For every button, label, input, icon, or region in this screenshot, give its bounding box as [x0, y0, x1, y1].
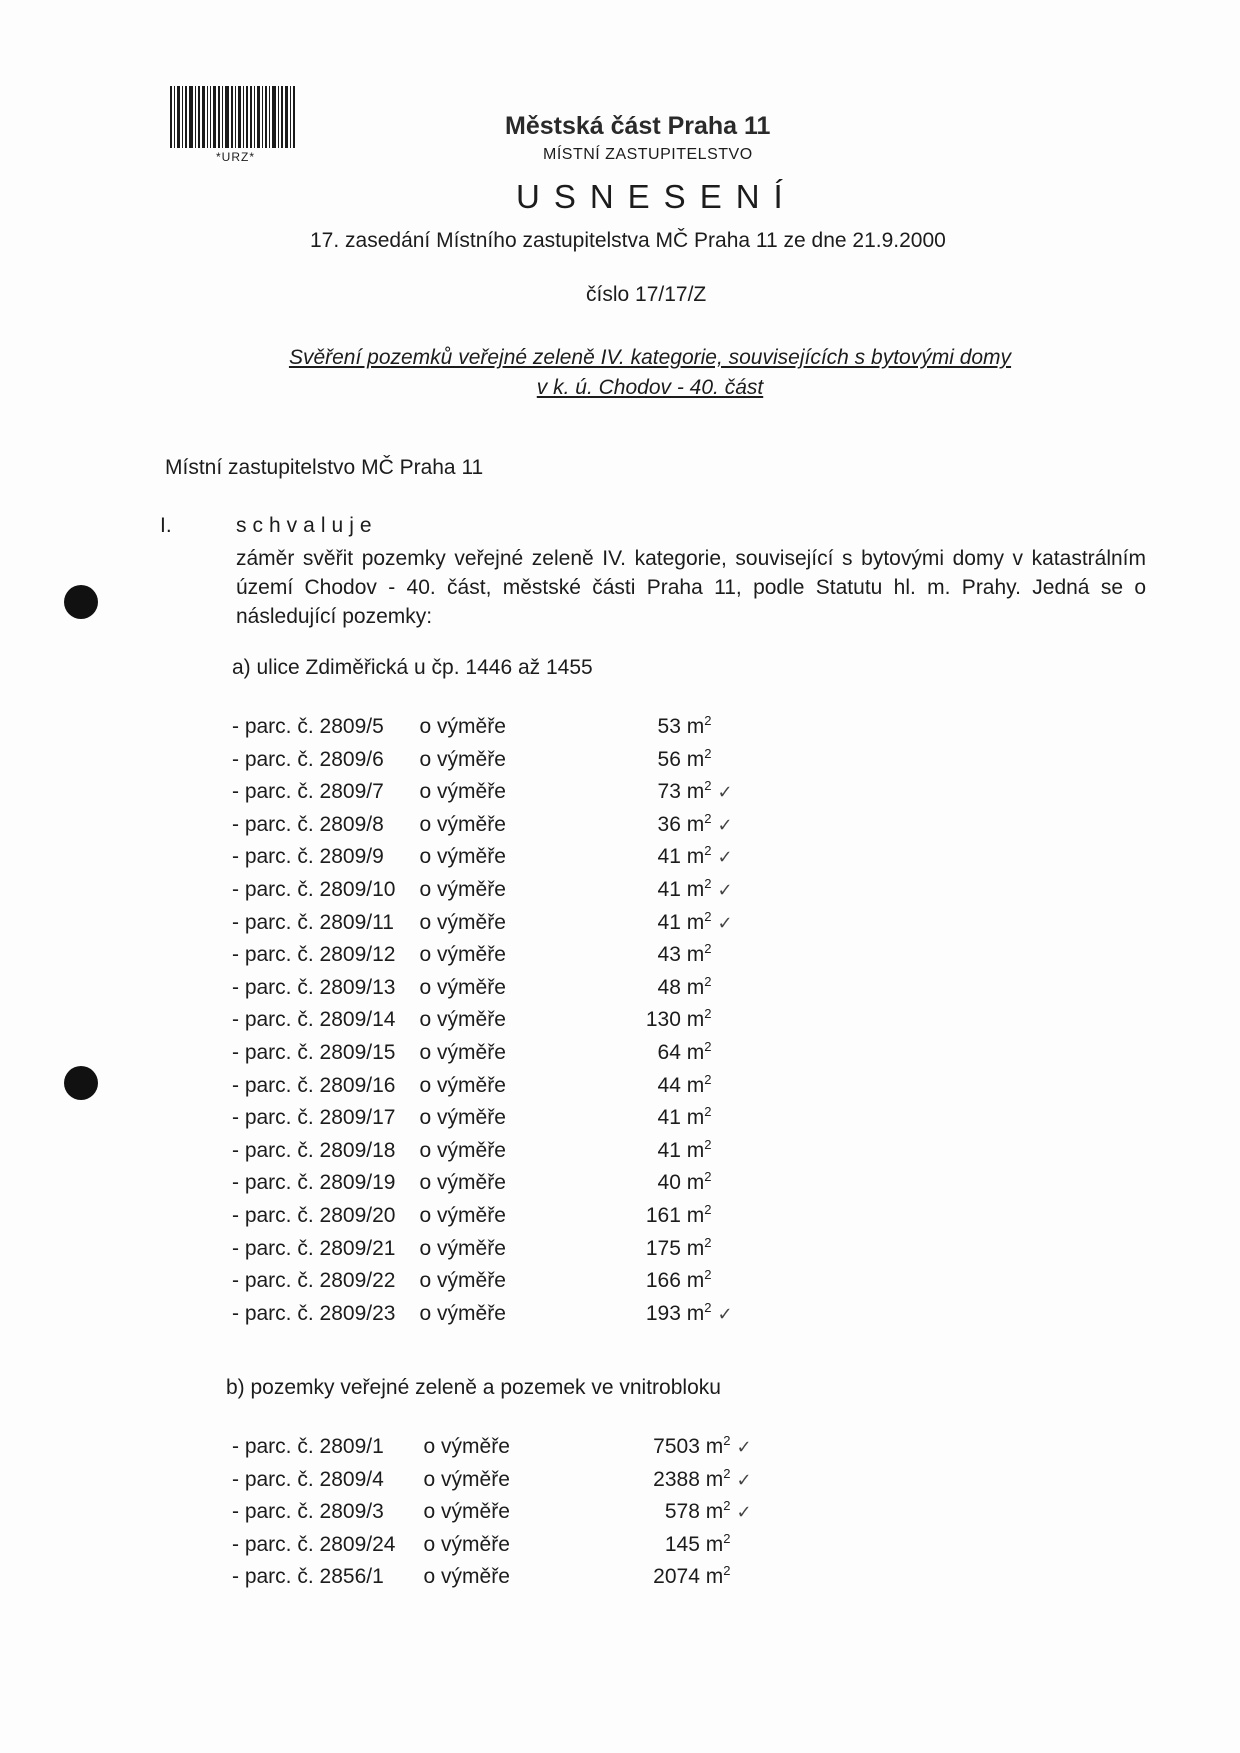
parcel-number: 2809/23 — [319, 1301, 396, 1325]
parcel-prefix: - parc. č. — [232, 1301, 314, 1325]
area-unit: m — [686, 780, 705, 804]
area-unit: m — [686, 715, 705, 738]
parcel-area: 7503 — [653, 1435, 700, 1458]
area-label: o výměře — [419, 1073, 506, 1097]
area-label: o výměře — [423, 1467, 510, 1491]
parcel-item — [232, 1096, 733, 1129]
barcode-bar — [278, 86, 279, 148]
parcel-area: 578 — [664, 1500, 700, 1524]
area-unit-exponent: 2 — [704, 1201, 712, 1217]
parcel-number: 2809/9 — [319, 845, 384, 869]
parcel-number: 2809/3 — [319, 1500, 384, 1524]
area-unit: m — [705, 1532, 724, 1556]
parcel-prefix: - parc. č. — [232, 943, 314, 967]
area-unit-exponent: 2 — [704, 908, 712, 924]
area-unit-exponent: 2 — [704, 1169, 712, 1185]
area-unit: m — [686, 1269, 705, 1293]
parcel-prefix: - parc. č. — [232, 975, 314, 999]
check-mark: ✓ — [717, 814, 733, 835]
check-mark: ✓ — [736, 1502, 752, 1523]
parcel-prefix: - parc. č. — [232, 812, 314, 836]
parcel-item — [232, 901, 733, 934]
barcode-bar — [257, 86, 260, 148]
parcel-prefix: - parc. č. — [232, 845, 314, 869]
area-label: o výměře — [419, 943, 506, 967]
area-label: o výměře — [419, 812, 506, 836]
barcode-bar — [189, 86, 193, 148]
area-unit: m — [686, 812, 705, 836]
office-title: Městská část Praha 11 — [505, 112, 771, 140]
parcel-area: 41 — [657, 877, 681, 901]
parcel-number: 2809/11 — [319, 910, 394, 934]
area-unit: m — [686, 747, 705, 771]
parcel-area: 48 — [657, 975, 681, 999]
parcel-area: 175 — [645, 1236, 681, 1260]
punch-hole-bottom — [64, 1066, 98, 1100]
parcel-item — [232, 835, 733, 868]
parcel-item — [232, 1458, 752, 1491]
area-label: o výměře — [419, 715, 506, 738]
area-unit: m — [686, 1073, 705, 1097]
parcel-number: 2809/13 — [319, 975, 396, 999]
area-unit: m — [686, 1138, 705, 1162]
barcode — [170, 86, 300, 164]
parcel-number: 2809/20 — [319, 1203, 396, 1227]
barcode-bar — [225, 86, 229, 148]
area-label: o výměře — [419, 780, 506, 804]
parcel-number: 2856/1 — [319, 1565, 384, 1589]
parcel-prefix: - parc. č. — [232, 1106, 314, 1130]
parcel-item — [232, 1031, 733, 1064]
area-label: o výměře — [423, 1500, 510, 1524]
parcel-prefix: - parc. č. — [232, 1073, 314, 1097]
area-label: o výměře — [423, 1532, 510, 1556]
area-label: o výměře — [419, 910, 506, 934]
parcel-area: 56 — [657, 747, 681, 771]
barcode-bar — [235, 86, 236, 148]
area-label: o výměře — [423, 1565, 510, 1589]
parcel-prefix: - parc. č. — [232, 1269, 314, 1293]
area-unit: m — [686, 1203, 705, 1227]
parcel-area: 73 — [657, 780, 681, 804]
area-unit-exponent: 2 — [704, 713, 712, 728]
barcode-bar — [195, 86, 196, 148]
barcode-bar — [290, 86, 291, 148]
parcel-area: 193 — [645, 1301, 681, 1325]
parcel-number: 2809/19 — [319, 1171, 396, 1195]
parcel-prefix: - parc. č. — [232, 1435, 314, 1458]
parcel-area: 36 — [657, 812, 681, 836]
parcel-item — [232, 998, 733, 1031]
parcel-number: 2809/24 — [319, 1532, 396, 1556]
parcel-item — [232, 1194, 733, 1227]
area-unit-exponent: 2 — [704, 1104, 712, 1120]
parcel-prefix: - parc. č. — [232, 1236, 314, 1260]
barcode-label: *URZ* — [216, 150, 256, 164]
parcel-item — [232, 1161, 733, 1194]
area-label: o výměře — [419, 1236, 506, 1260]
area-unit-exponent: 2 — [704, 745, 712, 761]
area-label: o výměře — [419, 1171, 506, 1195]
resolution-number: číslo 17/17/Z — [586, 283, 707, 306]
barcode-bar — [243, 86, 244, 148]
check-mark: ✓ — [717, 1303, 733, 1324]
parcel-list-b — [232, 1425, 752, 1588]
intro-paragraph: záměr svěřit pozemky veřejné zeleně IV. kategorie, související s bytovými domy v katastrálním území Chodov - 40. část, městské části Praha 11, podle Statutu hl. m. Prahy. Jedná se o následující pozemky: — [236, 547, 1146, 628]
parcel-area: 53 — [657, 715, 681, 738]
parcel-area: 40 — [657, 1171, 681, 1195]
area-unit: m — [686, 877, 705, 901]
barcode-bar — [210, 86, 211, 148]
document-type: USNESENÍ — [516, 178, 797, 215]
barcode-bars — [170, 86, 300, 148]
barcode-bar — [269, 86, 270, 148]
area-label: o výměře — [419, 975, 506, 999]
parcel-number: 2809/16 — [319, 1073, 396, 1097]
parcel-item — [232, 868, 733, 901]
check-mark: ✓ — [717, 847, 733, 868]
barcode-bar — [285, 86, 288, 148]
parcel-number: 2809/21 — [319, 1236, 396, 1260]
barcode-bar — [293, 86, 295, 148]
parcel-number: 2809/5 — [319, 715, 384, 738]
area-unit: m — [686, 1008, 705, 1032]
area-unit-exponent: 2 — [704, 1234, 712, 1250]
check-mark: ✓ — [717, 782, 733, 803]
barcode-bar — [238, 86, 241, 148]
barcode-bar — [272, 86, 276, 148]
parcel-item — [232, 738, 733, 771]
barcode-bar — [202, 86, 205, 148]
parcel-number: 2809/17 — [319, 1106, 396, 1130]
area-unit-exponent: 2 — [704, 1071, 712, 1087]
area-unit: m — [686, 1171, 705, 1195]
parcel-item — [232, 1227, 733, 1260]
parcel-item — [232, 1259, 733, 1292]
parcel-area: 41 — [657, 910, 681, 934]
area-label: o výměře — [419, 1138, 506, 1162]
parcel-prefix: - parc. č. — [232, 1532, 314, 1556]
session-line: 17. zasedání Místního zastupitelstva MČ Praha 11 ze dne 21.9.2000 — [310, 229, 946, 252]
parcel-number: 2809/14 — [319, 1008, 396, 1032]
area-unit: m — [686, 1040, 705, 1064]
barcode-bar — [246, 86, 248, 148]
parcel-item — [232, 966, 733, 999]
parcel-prefix: - parc. č. — [232, 910, 314, 934]
area-label: o výměře — [419, 1106, 506, 1130]
area-unit-exponent: 2 — [704, 973, 712, 989]
barcode-bar — [254, 86, 255, 148]
area-label: o výměře — [419, 1040, 506, 1064]
area-unit: m — [686, 1236, 705, 1260]
area-label: o výměře — [419, 1203, 506, 1227]
area-label: o výměře — [419, 1301, 506, 1325]
subject-line-1: Svěření pozemků veřejné zeleně IV. kategorie, souvisejících s bytovými domy — [288, 346, 1012, 369]
barcode-bar — [281, 86, 283, 148]
barcode-bar — [222, 86, 223, 148]
area-unit-exponent: 2 — [704, 875, 712, 891]
authority-line: Místní zastupitelstvo MČ Praha 11 — [165, 456, 484, 479]
parcel-prefix: - parc. č. — [232, 1008, 314, 1032]
area-unit: m — [686, 910, 705, 934]
parcel-number: 2809/1 — [319, 1435, 384, 1458]
parcel-area: 64 — [657, 1040, 681, 1064]
parcel-area: 41 — [657, 845, 681, 869]
parcel-prefix: - parc. č. — [232, 780, 314, 804]
parcel-item — [232, 1490, 752, 1523]
punch-hole-top — [64, 585, 98, 619]
parcel-prefix: - parc. č. — [232, 715, 314, 738]
barcode-bar — [207, 86, 208, 148]
area-unit: m — [705, 1565, 724, 1589]
area-unit-exponent: 2 — [723, 1563, 731, 1579]
parcel-item — [232, 770, 733, 803]
section-number: I. — [160, 514, 172, 537]
parcel-area: 2388 — [653, 1467, 700, 1491]
check-mark: ✓ — [736, 1469, 752, 1490]
area-unit-exponent: 2 — [723, 1433, 731, 1448]
area-unit-exponent: 2 — [704, 1006, 712, 1022]
area-unit-exponent: 2 — [723, 1465, 731, 1481]
section-verb: schvaluje — [236, 514, 378, 537]
parcel-list-a — [232, 705, 733, 1324]
area-unit-exponent: 2 — [723, 1530, 731, 1546]
barcode-bar — [265, 86, 267, 148]
parcel-number: 2809/6 — [319, 747, 384, 771]
area-unit-exponent: 2 — [704, 1038, 712, 1054]
parcel-item — [232, 933, 733, 966]
area-unit: m — [705, 1467, 724, 1491]
barcode-bar — [174, 86, 175, 148]
area-unit: m — [686, 845, 705, 869]
check-mark: ✓ — [717, 879, 733, 900]
parcel-number: 2809/4 — [319, 1467, 384, 1491]
parcel-area: 41 — [657, 1106, 681, 1130]
resolution-subject — [200, 343, 1100, 403]
parcel-item — [232, 705, 733, 738]
area-label: o výměře — [419, 747, 506, 771]
barcode-bar — [170, 86, 172, 148]
parcel-number: 2809/7 — [319, 780, 384, 804]
area-unit-exponent: 2 — [704, 843, 712, 859]
parcel-number: 2809/18 — [319, 1138, 396, 1162]
area-label: o výměře — [419, 1269, 506, 1293]
parcel-area: 166 — [645, 1269, 681, 1293]
area-label: o výměře — [423, 1435, 510, 1458]
parcel-prefix: - parc. č. — [232, 747, 314, 771]
barcode-bar — [182, 86, 183, 148]
area-unit-exponent: 2 — [704, 1136, 712, 1152]
parcel-prefix: - parc. č. — [232, 1040, 314, 1064]
area-unit: m — [686, 1301, 705, 1325]
parcel-item — [232, 1523, 752, 1556]
area-unit: m — [686, 943, 705, 967]
barcode-bar — [250, 86, 252, 148]
parcel-item — [232, 1555, 752, 1588]
parcel-area: 2074 — [653, 1565, 700, 1589]
area-unit: m — [705, 1435, 724, 1458]
area-unit: m — [686, 1106, 705, 1130]
subject-line-2: v k. ú. Chodov - 40. část — [536, 376, 764, 399]
parcel-item — [232, 803, 733, 836]
parcel-item — [232, 1129, 733, 1162]
parcel-prefix: - parc. č. — [232, 1500, 314, 1524]
parcel-area: 130 — [645, 1008, 681, 1032]
area-label: o výměře — [419, 845, 506, 869]
group-b-heading: b) pozemky veřejné zeleně a pozemek ve vnitrobloku — [226, 1376, 721, 1399]
parcel-number: 2809/10 — [319, 877, 396, 901]
area-unit: m — [705, 1500, 724, 1524]
group-a-heading: a) ulice Zdiměřická u čp. 1446 až 1455 — [232, 656, 593, 679]
area-label: o výměře — [419, 877, 506, 901]
parcel-prefix: - parc. č. — [232, 1467, 314, 1491]
parcel-item — [232, 1425, 752, 1458]
parcel-prefix: - parc. č. — [232, 1138, 314, 1162]
barcode-bar — [231, 86, 233, 148]
barcode-bar — [185, 86, 187, 148]
area-unit: m — [686, 975, 705, 999]
parcel-area: 161 — [645, 1203, 681, 1227]
barcode-bar — [177, 86, 180, 148]
parcel-area: 41 — [657, 1138, 681, 1162]
check-mark: ✓ — [736, 1437, 752, 1457]
area-unit-exponent: 2 — [704, 941, 712, 957]
parcel-prefix: - parc. č. — [232, 1565, 314, 1589]
parcel-number: 2809/15 — [319, 1040, 396, 1064]
check-mark: ✓ — [717, 912, 733, 933]
area-unit-exponent: 2 — [704, 1299, 712, 1315]
area-unit-exponent: 2 — [704, 1267, 712, 1283]
barcode-bar — [262, 86, 263, 148]
area-unit-exponent: 2 — [723, 1498, 731, 1514]
parcel-prefix: - parc. č. — [232, 877, 314, 901]
parcel-area: 43 — [657, 943, 681, 967]
area-label: o výměře — [419, 1008, 506, 1032]
area-unit-exponent: 2 — [704, 810, 712, 826]
area-unit-exponent: 2 — [704, 778, 712, 794]
parcel-area: 145 — [664, 1532, 700, 1556]
parcel-item — [232, 1064, 733, 1097]
barcode-bar — [218, 86, 220, 148]
barcode-bar — [213, 86, 216, 148]
parcel-number: 2809/12 — [319, 943, 396, 967]
parcel-prefix: - parc. č. — [232, 1203, 314, 1227]
parcel-number: 2809/8 — [319, 812, 384, 836]
parcel-item — [232, 1292, 733, 1325]
parcel-area: 44 — [657, 1073, 681, 1097]
barcode-bar — [198, 86, 200, 148]
parcel-prefix: - parc. č. — [232, 1171, 314, 1195]
office-subtitle: MÍSTNÍ ZASTUPITELSTVO — [543, 146, 753, 163]
parcel-number: 2809/22 — [319, 1269, 396, 1293]
